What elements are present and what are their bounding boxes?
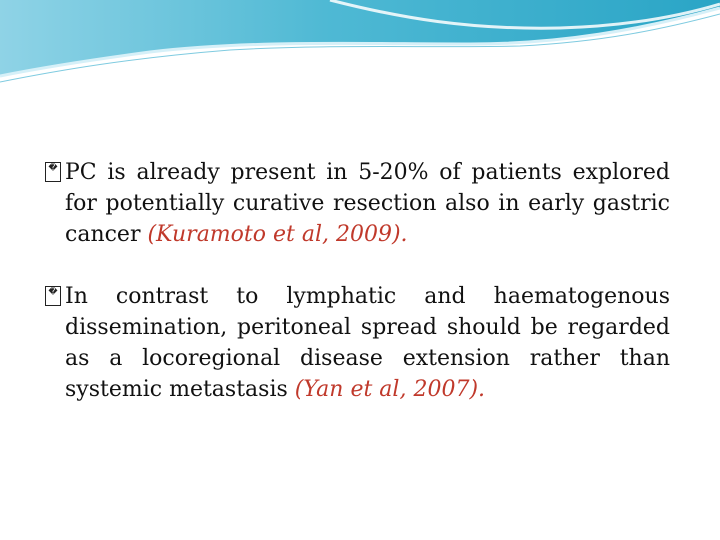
bullet-text: PC is already present in 5-20% of patients explored for potentially curative resection also in early gastric cancer xyxy=(65,160,670,247)
header-wave-decoration xyxy=(0,0,720,90)
citation: (Yan et al, 2007). xyxy=(294,377,486,402)
bullet-text: In contrast to lymphatic and haematogenous dissemination, peritoneal spread should be regarded as a locoregional disease extension rather than systemic metastasis xyxy=(65,284,670,402)
slide-body xyxy=(45,157,670,436)
citation: (Kuramoto et al, 2009). xyxy=(147,222,408,247)
bullet-item xyxy=(45,281,670,405)
missing-glyph-bullet-icon: � xyxy=(45,286,61,306)
bullet-item xyxy=(45,157,670,250)
missing-glyph-bullet-icon: � xyxy=(45,162,61,182)
